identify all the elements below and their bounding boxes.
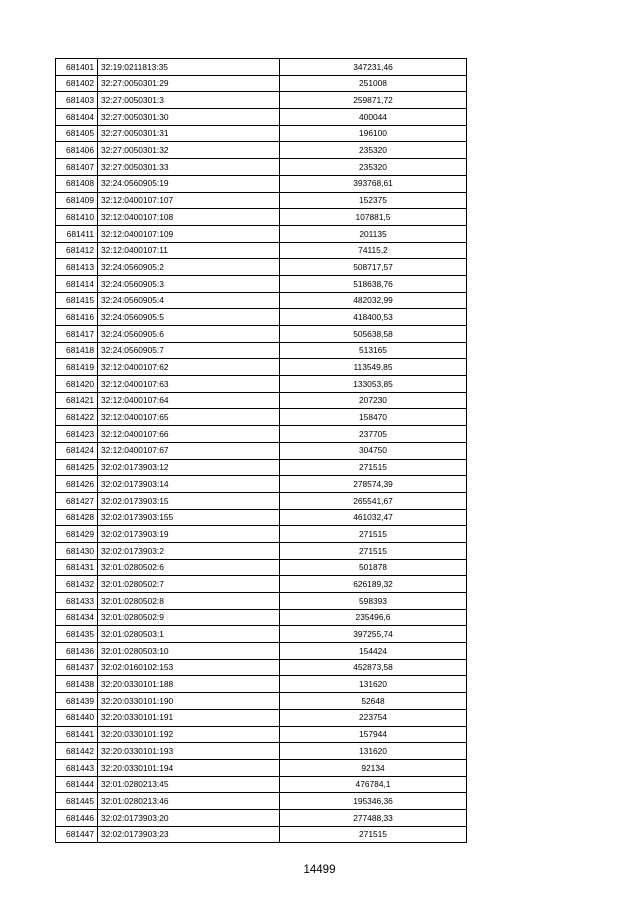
row-number-cell: 681438 bbox=[56, 676, 98, 693]
cadastral-value-cell: 158470 bbox=[280, 409, 467, 426]
cadastral-number-cell: 32:24:0560905:5 bbox=[98, 309, 280, 326]
cadastral-number-cell: 32:20:0330101:188 bbox=[98, 676, 280, 693]
cadastral-value-cell: 92134 bbox=[280, 759, 467, 776]
row-number-cell: 681437 bbox=[56, 659, 98, 676]
cadastral-number-cell: 32:12:0400107:11 bbox=[98, 242, 280, 259]
row-number-cell: 681424 bbox=[56, 442, 98, 459]
cadastral-value-cell: 265541,67 bbox=[280, 492, 467, 509]
table-row bbox=[56, 626, 467, 643]
cadastral-number-cell: 32:12:0400107:109 bbox=[98, 225, 280, 242]
cadastral-value-cell: 393768,61 bbox=[280, 175, 467, 192]
table-row bbox=[56, 159, 467, 176]
row-number-cell: 681417 bbox=[56, 326, 98, 343]
row-number-cell: 681408 bbox=[56, 175, 98, 192]
table-row bbox=[56, 275, 467, 292]
table-row bbox=[56, 609, 467, 626]
row-number-cell: 681410 bbox=[56, 209, 98, 226]
table-row bbox=[56, 793, 467, 810]
cadastral-value-cell: 237705 bbox=[280, 426, 467, 443]
cadastral-value-cell: 74115,2 bbox=[280, 242, 467, 259]
row-number-cell: 681418 bbox=[56, 342, 98, 359]
table-row bbox=[56, 776, 467, 793]
cadastral-number-cell: 32:02:0173903:20 bbox=[98, 809, 280, 826]
cadastral-number-cell: 32:12:0400107:62 bbox=[98, 359, 280, 376]
cadastral-number-cell: 32:01:0280503:1 bbox=[98, 626, 280, 643]
table-row bbox=[56, 593, 467, 610]
cadastral-number-cell: 32:01:0280502:8 bbox=[98, 593, 280, 610]
cadastral-value-cell: 235496,6 bbox=[280, 609, 467, 626]
cadastral-number-cell: 32:24:0560905:19 bbox=[98, 175, 280, 192]
table-row bbox=[56, 125, 467, 142]
cadastral-number-cell: 32:20:0330101:192 bbox=[98, 726, 280, 743]
cadastral-value-cell: 452873,58 bbox=[280, 659, 467, 676]
row-number-cell: 681411 bbox=[56, 225, 98, 242]
cadastral-number-cell: 32:24:0560905:3 bbox=[98, 275, 280, 292]
table-row bbox=[56, 676, 467, 693]
table-row bbox=[56, 542, 467, 559]
table-row bbox=[56, 92, 467, 109]
cadastral-number-cell: 32:24:0560905:2 bbox=[98, 259, 280, 276]
row-number-cell: 681403 bbox=[56, 92, 98, 109]
cadastral-number-cell: 32:12:0400107:65 bbox=[98, 409, 280, 426]
row-number-cell: 681413 bbox=[56, 259, 98, 276]
table-row bbox=[56, 459, 467, 476]
table-row bbox=[56, 292, 467, 309]
row-number-cell: 681429 bbox=[56, 526, 98, 543]
table-row bbox=[56, 209, 467, 226]
row-number-cell: 681416 bbox=[56, 309, 98, 326]
cadastral-number-cell: 32:01:0280502:6 bbox=[98, 559, 280, 576]
table-row bbox=[56, 392, 467, 409]
table-row bbox=[56, 409, 467, 426]
row-number-cell: 681447 bbox=[56, 826, 98, 843]
row-number-cell: 681401 bbox=[56, 59, 98, 76]
cadastral-number-cell: 32:12:0400107:63 bbox=[98, 376, 280, 393]
cadastral-number-cell: 32:24:0560905:7 bbox=[98, 342, 280, 359]
cadastral-number-cell: 32:24:0560905:4 bbox=[98, 292, 280, 309]
cadastral-number-cell: 32:12:0400107:67 bbox=[98, 442, 280, 459]
row-number-cell: 681420 bbox=[56, 376, 98, 393]
table-row bbox=[56, 326, 467, 343]
cadastral-value-cell: 518638,76 bbox=[280, 275, 467, 292]
cadastral-value-cell: 154424 bbox=[280, 643, 467, 660]
table-row bbox=[56, 743, 467, 760]
table-row bbox=[56, 309, 467, 326]
cadastral-value-cell: 133053,85 bbox=[280, 376, 467, 393]
table-row bbox=[56, 476, 467, 493]
table-row bbox=[56, 225, 467, 242]
cadastral-number-cell: 32:02:0173903:19 bbox=[98, 526, 280, 543]
table-row bbox=[56, 75, 467, 92]
cadastral-number-cell: 32:27:0050301:33 bbox=[98, 159, 280, 176]
cadastral-value-cell: 152375 bbox=[280, 192, 467, 209]
cadastral-number-cell: 32:27:0050301:29 bbox=[98, 75, 280, 92]
row-number-cell: 681443 bbox=[56, 759, 98, 776]
cadastral-value-cell: 271515 bbox=[280, 542, 467, 559]
row-number-cell: 681415 bbox=[56, 292, 98, 309]
row-number-cell: 681425 bbox=[56, 459, 98, 476]
table-row bbox=[56, 559, 467, 576]
cadastral-value-cell: 304750 bbox=[280, 442, 467, 459]
row-number-cell: 681439 bbox=[56, 693, 98, 710]
row-number-cell: 681423 bbox=[56, 426, 98, 443]
row-number-cell: 681441 bbox=[56, 726, 98, 743]
cadastral-number-cell: 32:01:0280502:9 bbox=[98, 609, 280, 626]
cadastral-value-cell: 598393 bbox=[280, 593, 467, 610]
row-number-cell: 681445 bbox=[56, 793, 98, 810]
cadastral-value-cell: 196100 bbox=[280, 125, 467, 142]
row-number-cell: 681406 bbox=[56, 142, 98, 159]
table-row bbox=[56, 826, 467, 843]
table-row bbox=[56, 242, 467, 259]
cadastral-number-cell: 32:27:0050301:3 bbox=[98, 92, 280, 109]
table-row bbox=[56, 726, 467, 743]
row-number-cell: 681426 bbox=[56, 476, 98, 493]
cadastral-value-cell: 235320 bbox=[280, 142, 467, 159]
cadastral-value-cell: 505638,58 bbox=[280, 326, 467, 343]
row-number-cell: 681432 bbox=[56, 576, 98, 593]
table-row bbox=[56, 109, 467, 126]
cadastral-number-cell: 32:20:0330101:191 bbox=[98, 709, 280, 726]
cadastral-number-cell: 32:19:0211813:35 bbox=[98, 59, 280, 76]
cadastral-value-cell: 271515 bbox=[280, 826, 467, 843]
cadastral-number-cell: 32:27:0050301:30 bbox=[98, 109, 280, 126]
cadastral-number-cell: 32:12:0400107:64 bbox=[98, 392, 280, 409]
cadastral-value-cell: 501878 bbox=[280, 559, 467, 576]
row-number-cell: 681444 bbox=[56, 776, 98, 793]
page-number: 14499 bbox=[303, 864, 336, 876]
row-number-cell: 681427 bbox=[56, 492, 98, 509]
cadastral-value-cell: 271515 bbox=[280, 526, 467, 543]
row-number-cell: 681407 bbox=[56, 159, 98, 176]
cadastral-number-cell: 32:02:0173903:2 bbox=[98, 542, 280, 559]
table-row bbox=[56, 709, 467, 726]
row-number-cell: 681446 bbox=[56, 809, 98, 826]
row-number-cell: 681422 bbox=[56, 409, 98, 426]
row-number-cell: 681433 bbox=[56, 593, 98, 610]
cadastral-number-cell: 32:02:0173903:155 bbox=[98, 509, 280, 526]
cadastral-value-cell: 207230 bbox=[280, 392, 467, 409]
cadastral-number-cell: 32:20:0330101:190 bbox=[98, 693, 280, 710]
table-row bbox=[56, 509, 467, 526]
cadastral-number-cell: 32:02:0173903:15 bbox=[98, 492, 280, 509]
table-row bbox=[56, 426, 467, 443]
table-row bbox=[56, 192, 467, 209]
cadastral-value-cell: 235320 bbox=[280, 159, 467, 176]
cadastral-number-cell: 32:01:0280213:45 bbox=[98, 776, 280, 793]
cadastral-value-table bbox=[55, 58, 467, 843]
table-row bbox=[56, 359, 467, 376]
cadastral-number-cell: 32:27:0050301:32 bbox=[98, 142, 280, 159]
table-row bbox=[56, 442, 467, 459]
row-number-cell: 681419 bbox=[56, 359, 98, 376]
table-row bbox=[56, 492, 467, 509]
cadastral-number-cell: 32:01:0280502:7 bbox=[98, 576, 280, 593]
row-number-cell: 681428 bbox=[56, 509, 98, 526]
table-row bbox=[56, 259, 467, 276]
cadastral-value-cell: 195346,36 bbox=[280, 793, 467, 810]
cadastral-value-cell: 131620 bbox=[280, 676, 467, 693]
cadastral-value-cell: 201135 bbox=[280, 225, 467, 242]
row-number-cell: 681412 bbox=[56, 242, 98, 259]
cadastral-value-cell: 400044 bbox=[280, 109, 467, 126]
row-number-cell: 681431 bbox=[56, 559, 98, 576]
cadastral-number-cell: 32:20:0330101:194 bbox=[98, 759, 280, 776]
row-number-cell: 681402 bbox=[56, 75, 98, 92]
cadastral-value-cell: 476784,1 bbox=[280, 776, 467, 793]
row-number-cell: 681414 bbox=[56, 275, 98, 292]
cadastral-value-cell: 508717,57 bbox=[280, 259, 467, 276]
cadastral-value-cell: 513165 bbox=[280, 342, 467, 359]
table-row bbox=[56, 142, 467, 159]
cadastral-value-cell: 418400,53 bbox=[280, 309, 467, 326]
table-row bbox=[56, 526, 467, 543]
table-row bbox=[56, 809, 467, 826]
cadastral-value-cell: 461032,47 bbox=[280, 509, 467, 526]
cadastral-number-cell: 32:12:0400107:66 bbox=[98, 426, 280, 443]
cadastral-value-cell: 52648 bbox=[280, 693, 467, 710]
table-row bbox=[56, 643, 467, 660]
table-row bbox=[56, 659, 467, 676]
row-number-cell: 681430 bbox=[56, 542, 98, 559]
cadastral-number-cell: 32:27:0050301:31 bbox=[98, 125, 280, 142]
cadastral-number-cell: 32:02:0173903:12 bbox=[98, 459, 280, 476]
row-number-cell: 681405 bbox=[56, 125, 98, 142]
cadastral-number-cell: 32:20:0330101:193 bbox=[98, 743, 280, 760]
cadastral-number-cell: 32:12:0400107:107 bbox=[98, 192, 280, 209]
table-row bbox=[56, 175, 467, 192]
table-row bbox=[56, 693, 467, 710]
table-row bbox=[56, 576, 467, 593]
cadastral-number-cell: 32:02:0173903:14 bbox=[98, 476, 280, 493]
table-row bbox=[56, 376, 467, 393]
cadastral-number-cell: 32:01:0280503:10 bbox=[98, 643, 280, 660]
row-number-cell: 681409 bbox=[56, 192, 98, 209]
row-number-cell: 681435 bbox=[56, 626, 98, 643]
cadastral-number-cell: 32:02:0160102:153 bbox=[98, 659, 280, 676]
cadastral-value-cell: 113549,85 bbox=[280, 359, 467, 376]
table-row bbox=[56, 59, 467, 76]
cadastral-value-cell: 482032,99 bbox=[280, 292, 467, 309]
cadastral-value-cell: 397255,74 bbox=[280, 626, 467, 643]
cadastral-value-cell: 259871,72 bbox=[280, 92, 467, 109]
cadastral-value-cell: 278574,39 bbox=[280, 476, 467, 493]
table-row bbox=[56, 759, 467, 776]
row-number-cell: 681404 bbox=[56, 109, 98, 126]
cadastral-value-cell: 107881,5 bbox=[280, 209, 467, 226]
cadastral-value-cell: 347231,46 bbox=[280, 59, 467, 76]
row-number-cell: 681440 bbox=[56, 709, 98, 726]
cadastral-value-cell: 626189,32 bbox=[280, 576, 467, 593]
cadastral-number-cell: 32:02:0173903:23 bbox=[98, 826, 280, 843]
cadastral-value-cell: 131620 bbox=[280, 743, 467, 760]
row-number-cell: 681421 bbox=[56, 392, 98, 409]
table-body bbox=[56, 59, 467, 843]
table-row bbox=[56, 342, 467, 359]
cadastral-value-cell: 277488,33 bbox=[280, 809, 467, 826]
cadastral-value-cell: 251008 bbox=[280, 75, 467, 92]
cadastral-value-cell: 157944 bbox=[280, 726, 467, 743]
cadastral-value-cell: 223754 bbox=[280, 709, 467, 726]
cadastral-number-cell: 32:12:0400107:108 bbox=[98, 209, 280, 226]
row-number-cell: 681442 bbox=[56, 743, 98, 760]
cadastral-number-cell: 32:01:0280213:46 bbox=[98, 793, 280, 810]
row-number-cell: 681436 bbox=[56, 643, 98, 660]
row-number-cell: 681434 bbox=[56, 609, 98, 626]
cadastral-value-cell: 271515 bbox=[280, 459, 467, 476]
cadastral-number-cell: 32:24:0560905:6 bbox=[98, 326, 280, 343]
